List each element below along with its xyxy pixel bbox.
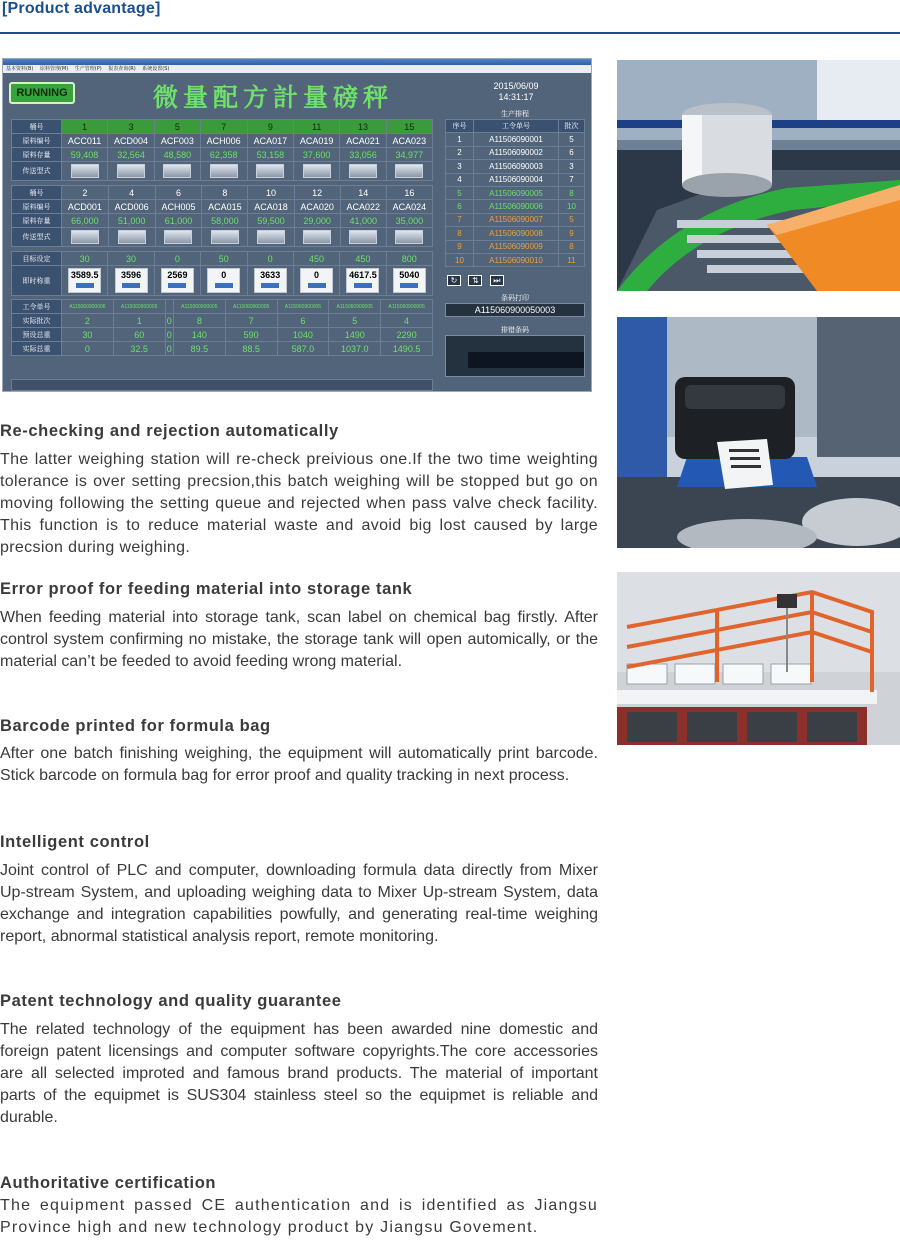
print-barcode-field[interactable]: A115060900050003 (445, 303, 585, 317)
conveyor-type-icon (386, 162, 432, 181)
hmi-menu-item[interactable]: 原料管理(M) (39, 66, 69, 72)
hmi-cell: ACA018 (248, 200, 294, 214)
scale-value: 3633 (260, 270, 281, 280)
hmi-cell: A115060900005 (173, 300, 225, 314)
row-label: 实际总重 (12, 342, 62, 356)
schedule-cell: 7 (446, 213, 474, 226)
hmi-date: 2015/06/09 (493, 81, 539, 91)
hmi-cell: 450 (293, 252, 339, 266)
hmi-cell: 62,358 (200, 148, 247, 162)
schedule-row[interactable] (446, 173, 585, 186)
hmi-cell: 9 (247, 120, 293, 134)
page-header (0, 0, 900, 34)
conveyor-type-icon (294, 162, 340, 181)
conveyor-icon (117, 164, 145, 178)
section-error-proof (0, 579, 598, 673)
schedule-title: 生产排程 (501, 110, 529, 118)
schedule-row[interactable] (446, 227, 585, 240)
schedule-cell: A11506090005 (474, 186, 559, 199)
hmi-cell: 32.5 (113, 342, 165, 356)
hmi-cell: 1490.5 (381, 342, 433, 356)
hmi-cell: 2 (62, 314, 114, 328)
schedule-controls (447, 270, 507, 288)
scale-display (340, 266, 386, 296)
hmi-cell: 1040 (277, 328, 329, 342)
conveyor-icon (349, 230, 377, 244)
hmi-cell: 2290 (381, 328, 433, 342)
hmi-cell: 7 (225, 314, 277, 328)
hmi-screenshot (2, 58, 592, 392)
hmi-cell: 30 (108, 252, 154, 266)
conveyor-type-icon (62, 228, 109, 247)
hmi-cell: 4 (108, 186, 155, 200)
hmi-cell: 15 (386, 120, 432, 134)
hmi-cell: 59,408 (62, 148, 108, 162)
hmi-cell: A115060900005 (329, 300, 381, 314)
section-body: The equipment passed CE authentication and is identified as Jiangsu Province high and new technology product by Jiangsu Govement. (0, 1197, 598, 1236)
scale-value: 5040 (399, 270, 420, 280)
schedule-row[interactable] (446, 200, 585, 213)
hmi-cell: ACA015 (202, 200, 248, 214)
schedule-cell: A11506090006 (474, 200, 559, 213)
error-barcode-label: 排错条码 (501, 326, 529, 334)
running-status-button[interactable]: RUNNING (9, 82, 75, 104)
hmi-cell: 41,000 (340, 214, 386, 228)
scale-readout (300, 268, 333, 293)
hmi-cell: 16 (386, 186, 432, 200)
hmi-cell: 34,977 (386, 148, 432, 162)
schedule-cell: A11506090009 (474, 240, 559, 253)
conveyor-type-icon (155, 162, 201, 181)
section-body: The latter weighing station will re-check preivious one.If the two time weighting tolerance is over setting precsion,this batch weighing will be stopped but go on moving following the setting queue and rejected when pass valve check facility. This function is to reduce material waste and avoid big lost caused by large precsion during weighing. (0, 451, 598, 556)
hmi-cell: 1 (62, 120, 108, 134)
conveyor-type-icon (340, 162, 386, 181)
hmi-cell: 30 (62, 328, 114, 342)
hmi-cell: ACH005 (155, 200, 202, 214)
hmi-cell: A115060900006 (62, 300, 114, 314)
conveyor-type-icon (386, 228, 432, 247)
hmi-cell: 450 (340, 252, 386, 266)
section-patent (0, 991, 598, 1129)
hmi-cell: 10 (248, 186, 294, 200)
conveyor-icon (118, 230, 146, 244)
hmi-menu-item[interactable]: 生产管理(P) (74, 66, 102, 72)
refresh-icon[interactable]: ↻ (447, 275, 461, 286)
schedule-cell: 6 (446, 200, 474, 213)
hmi-datetime (473, 81, 559, 103)
hmi-cell: 14 (340, 186, 386, 200)
section-title: Authoritative certification (0, 1174, 217, 1192)
row-label: 实际批次 (12, 314, 62, 328)
scale-display (386, 266, 432, 296)
row-label: 原料编号 (12, 200, 62, 214)
hmi-cell: ACD001 (62, 200, 109, 214)
hmi-cell: 32,564 (108, 148, 155, 162)
conveyor-type-icon (108, 228, 155, 247)
hmi-cell: A115060900006 (113, 300, 165, 314)
hmi-cell: 60 (113, 328, 165, 342)
hmi-menubar (3, 65, 591, 73)
conveyor-icon (349, 164, 377, 178)
hmi-cell: 3 (108, 120, 155, 134)
scale-value: 3596 (121, 270, 142, 280)
scale-readout (68, 268, 101, 293)
hmi-cell: 8 (173, 314, 225, 328)
hmi-cell: A115060900005 (277, 300, 329, 314)
skip-icon[interactable]: ⏭ (490, 275, 504, 286)
section-body: When feeding material into storage tank, scan label on chemical bag firstly. After control system confirming no mistake, the storage tank will open automically, or the material can’t be feeded to avoid feeding wrong material. (0, 609, 598, 670)
schedule-cell: A11506090007 (474, 213, 559, 226)
conveyor-icon (163, 164, 191, 178)
hmi-cell: 59,500 (248, 214, 294, 228)
hmi-cell: 6 (155, 186, 202, 200)
hmi-cell: 8 (202, 186, 248, 200)
hmi-menu-item[interactable]: 系统设置(S) (142, 66, 170, 72)
row-label: 原料存量 (12, 214, 62, 228)
hmi-cell: 12 (294, 186, 340, 200)
upper-slot-table (11, 119, 433, 181)
schedule-cell: 9 (446, 240, 474, 253)
order-table (11, 299, 433, 356)
hmi-cell: 0 (247, 252, 293, 266)
scale-readout (254, 268, 287, 293)
schedule-cell: 10 (559, 200, 585, 213)
schedule-cell: 1 (446, 133, 474, 146)
lower-slot-table (11, 185, 433, 247)
section-barcode (0, 716, 598, 787)
hmi-menu-item[interactable]: 基本资料(B) (6, 66, 34, 72)
conveyor-icon (164, 230, 192, 244)
schedule-cell: 3 (559, 160, 585, 173)
hmi-cell: 13 (340, 120, 386, 134)
scale-value: 4617.5 (349, 270, 377, 280)
hmi-cell: 4 (381, 314, 433, 328)
platform-illustration (617, 572, 900, 745)
schedule-row[interactable] (446, 213, 585, 226)
conveyor-type-icon (202, 228, 248, 247)
schedule-cell: 3 (446, 160, 474, 173)
row-label: 原料编号 (12, 134, 62, 148)
section-title: Re-checking and rejection automatically (0, 422, 339, 440)
hmi-cell: 50 (201, 252, 247, 266)
error-barcode-field[interactable] (445, 335, 585, 377)
hmi-cell: ACA019 (294, 134, 340, 148)
hmi-cell: 66,000 (62, 214, 109, 228)
schedule-table (445, 119, 585, 267)
hmi-cell: ACD006 (108, 200, 155, 214)
section-body: After one batch finishing weighing, the equipment will automatically print barcode. Stick barcode on formula bag for error proof and quality tracking in next process. (0, 745, 598, 784)
section-certification (0, 1173, 598, 1239)
scale-display (201, 266, 247, 296)
schedule-row[interactable] (446, 146, 585, 159)
schedule-cell: 8 (559, 186, 585, 199)
schedule-row[interactable] (446, 240, 585, 253)
hmi-cell: 30 (62, 252, 108, 266)
row-label: 原料存量 (12, 148, 62, 162)
conveyor-type-icon (340, 228, 386, 247)
scale-bar (354, 283, 372, 288)
conveyor-type-icon (247, 162, 293, 181)
section-body: The related technology of the equipment has been awarded nine domestic and foreign patent licensings and computer software copyrights.The core accessories are all selected improted and famous brand products. The material of important parts of the equipmet is SUS304 stainless steel so the equipmet is reliable and durable. (0, 1021, 598, 1126)
hmi-cell: ACA022 (340, 200, 386, 214)
scale-value: 0 (314, 270, 320, 280)
print-label: 条码打印 (501, 294, 529, 302)
hmi-cell: ACF003 (155, 134, 201, 148)
row-label: 预设总重 (12, 328, 62, 342)
scale-bar (308, 283, 326, 288)
section-title: Intelligent control (0, 833, 150, 851)
hmi-cell: 53,158 (247, 148, 293, 162)
scale-bar (168, 283, 186, 288)
hmi-cell: 140 (173, 328, 225, 342)
hmi-cell: ACA017 (247, 134, 293, 148)
scale-display (62, 266, 108, 296)
conveyor-type-icon (248, 228, 294, 247)
hmi-cell: 0 (166, 329, 172, 340)
schedule-row[interactable] (446, 186, 585, 199)
hmi-cell: 0 (166, 315, 172, 326)
photo-platform (617, 572, 900, 745)
scale-bar (400, 283, 418, 288)
hmi-footer-bar (11, 379, 433, 391)
section-title: Error proof for feeding material into storage tank (0, 580, 413, 598)
schedule-header: 序号 (446, 120, 474, 133)
row-label: 工令单号 (12, 300, 62, 314)
conveyor-icon (256, 164, 284, 178)
scale-display (293, 266, 339, 296)
schedule-cell: 6 (559, 146, 585, 159)
hmi-time: 14:31:17 (498, 92, 534, 102)
printer-illustration (617, 317, 900, 548)
hmi-cell: 58,000 (202, 214, 248, 228)
conveyor-icon (71, 164, 99, 178)
hmi-cell: ACA023 (386, 134, 432, 148)
scale-value: 2569 (167, 270, 188, 280)
hmi-cell (165, 300, 173, 314)
schedule-cell: 11 (559, 253, 585, 266)
row-label: 桶号 (12, 186, 62, 200)
row-label: 即时称重 (12, 266, 62, 296)
schedule-row[interactable] (446, 253, 585, 266)
section-rechecking (0, 421, 598, 559)
hmi-cell: A115060900005 (381, 300, 433, 314)
scale-readout (393, 268, 426, 293)
schedule-cell: A11506090010 (474, 253, 559, 266)
photo-barcode-printer (617, 317, 900, 548)
scale-display (108, 266, 154, 296)
hmi-cell: 6 (277, 314, 329, 328)
schedule-cell: 8 (559, 240, 585, 253)
scale-display (247, 266, 293, 296)
hmi-cell: 29,000 (294, 214, 340, 228)
scale-bar (261, 283, 279, 288)
schedule-cell: 7 (559, 173, 585, 186)
hmi-cell: ACC011 (62, 134, 108, 148)
hmi-cell: 7 (200, 120, 247, 134)
hmi-cell: ACH006 (200, 134, 247, 148)
section-intelligent-control (0, 832, 598, 948)
schedule-cell: 8 (446, 227, 474, 240)
scale-readout (207, 268, 240, 293)
scale-value: 0 (221, 270, 227, 280)
conveyor-illustration (617, 60, 900, 291)
conveyor-type-icon (200, 162, 247, 181)
conveyor-type-icon (294, 228, 340, 247)
conveyor-icon (395, 164, 423, 178)
hmi-cell: 587.0 (277, 342, 329, 356)
hmi-cell: 11 (294, 120, 340, 134)
conveyor-icon (303, 164, 331, 178)
hmi-body (3, 73, 592, 392)
scale-display (154, 266, 200, 296)
schedule-cell: 4 (446, 173, 474, 186)
scale-readout (346, 268, 379, 293)
schedule-cell: 2 (446, 146, 474, 159)
row-label: 桶号 (12, 120, 62, 134)
schedule-header: 工令单号 (474, 120, 559, 133)
schedule-cell: 5 (446, 186, 474, 199)
hmi-cell: 0 (154, 252, 200, 266)
hmi-cell: 33,056 (340, 148, 386, 162)
hmi-menu-item[interactable]: 报表查询(R) (108, 66, 136, 72)
schedule-row[interactable] (446, 133, 585, 146)
conveyor-icon (395, 230, 423, 244)
hmi-cell: 61,000 (155, 214, 202, 228)
hmi-cell: 590 (225, 328, 277, 342)
hmi-title: 微量配方計量磅秤 (153, 83, 394, 112)
conveyor-icon (210, 164, 238, 178)
hmi-cell: A115060900005 (225, 300, 277, 314)
photo-conveyor (617, 60, 900, 291)
row-label: 目标设定 (12, 252, 62, 266)
conveyor-type-icon (155, 228, 202, 247)
schedule-cell: A11506090003 (474, 160, 559, 173)
section-body: Joint control of PLC and computer, downloading formula data directly from Mixer Up-stream System, and uploading weighing data to Mixer Up-stream System, data exchange and integration capabilities powfully, and generating real-time weighing report, abnormal statistical analysis report, remote monitoring. (0, 862, 598, 945)
schedule-cell: A11506090004 (474, 173, 559, 186)
scale-readout (115, 268, 148, 293)
conveyor-type-icon (62, 162, 108, 181)
hmi-cell: ACD004 (108, 134, 155, 148)
section-title: Barcode printed for formula bag (0, 717, 271, 735)
hmi-cell: 0 (62, 342, 114, 356)
hmi-cell: 1037.0 (329, 342, 381, 356)
hmi-cell: 5 (155, 120, 201, 134)
scale-readout (161, 268, 194, 293)
schedule-cell: 5 (559, 213, 585, 226)
hmi-cell: 800 (386, 252, 432, 266)
hmi-cell: 89.5 (173, 342, 225, 356)
schedule-cell: 10 (446, 253, 474, 266)
schedule-cell: A11506090002 (474, 146, 559, 159)
conveyor-icon (303, 230, 331, 244)
hmi-cell: 48,580 (155, 148, 201, 162)
weighing-table (11, 251, 433, 296)
conveyor-type-icon (108, 162, 155, 181)
scale-bar (215, 283, 233, 288)
hmi-cell: 35,000 (386, 214, 432, 228)
row-label: 传送型式 (12, 228, 62, 247)
hmi-cell: ACA024 (386, 200, 432, 214)
section-title: Patent technology and quality guarantee (0, 992, 342, 1010)
hmi-cell: 51,000 (108, 214, 155, 228)
scale-bar (122, 283, 140, 288)
schedule-row[interactable] (446, 160, 585, 173)
scale-value: 3589.5 (70, 270, 99, 280)
row-label: 传送型式 (12, 162, 62, 181)
schedule-cell: A11506090001 (474, 133, 559, 146)
schedule-cell: A11506090008 (474, 227, 559, 240)
scale-bar (76, 283, 94, 288)
hmi-cell: 0 (166, 343, 172, 354)
hmi-cell: ACA020 (294, 200, 340, 214)
schedule-cell: 9 (559, 227, 585, 240)
error-barcode-display (468, 352, 584, 368)
conveyor-icon (257, 230, 285, 244)
conveyor-icon (71, 230, 99, 244)
schedule-cell: 5 (559, 133, 585, 146)
hmi-cell: 1 (113, 314, 165, 328)
conveyor-icon (211, 230, 239, 244)
hmi-cell: 5 (329, 314, 381, 328)
hmi-cell: 2 (62, 186, 109, 200)
page-title: [Product advantage] (2, 0, 161, 17)
hmi-cell: 88.5 (225, 342, 277, 356)
schedule-header: 批次 (559, 120, 585, 133)
hmi-cell: 37,600 (294, 148, 340, 162)
hmi-cell: ACA021 (340, 134, 386, 148)
swap-icon[interactable]: ⇅ (468, 275, 482, 286)
hmi-cell: 1490 (329, 328, 381, 342)
